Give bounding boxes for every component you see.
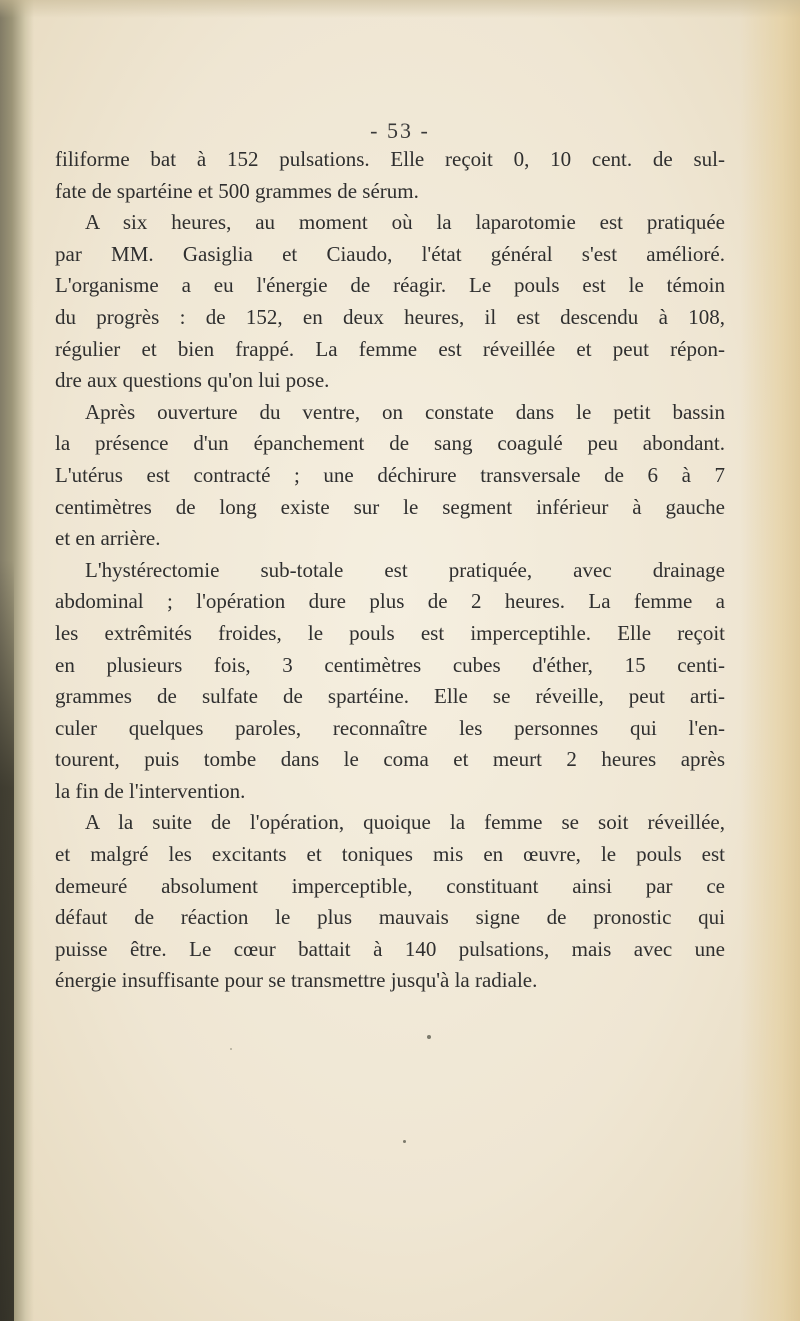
text-line: et malgré les excitants et toniques mis en œuvre, le pouls est: [55, 842, 725, 867]
text-line: du progrès : de 152, en deux heures, il est descendu à 108,: [55, 304, 725, 329]
text-line: la présence d'un épanchement de sang coagulé peu abondant.: [55, 431, 725, 456]
text-line: filiforme bat à 152 pulsations. Elle reçoit 0, 10 cent. de sul-: [55, 147, 725, 171]
text-line: centimètres de long existe sur le segment inférieur à gauche: [55, 494, 725, 519]
page-top-shadow: [0, 0, 800, 18]
text-line: la fin de l'intervention.: [55, 778, 246, 803]
text-line: régulier et bien frappé. La femme est réveillée et peut répon-: [55, 336, 725, 361]
text-line: tourent, puis tombe dans le coma et meurt 2 heures après: [55, 747, 725, 772]
text-line: et en arrière.: [55, 526, 161, 551]
text-line: L'utérus est contracté ; une déchirure transversale de 6 à 7: [55, 462, 725, 487]
ink-speck: [403, 1140, 406, 1143]
body-text: [55, 144, 725, 997]
text-line: puisse être. Le cœur battait à 140 pulsations, mais avec une: [55, 936, 725, 961]
text-line: fate de spartéine et 500 grammes de sérum.: [55, 178, 419, 203]
page-edge-stain: [740, 0, 800, 1321]
text-line: A la suite de l'opération, quoique la femme se soit réveillée,: [85, 810, 725, 835]
text-line: L'organisme a eu l'énergie de réagir. Le pouls est le témoin: [55, 273, 725, 298]
text-line: A six heures, au moment où la laparotomie est pratiquée: [85, 210, 725, 235]
text-line: Après ouverture du ventre, on constate dans le petit bassin: [85, 399, 725, 424]
text-line: L'hystérectomie sub-totale est pratiquée, avec drainage: [85, 557, 725, 582]
page-edge-dark: [0, 560, 14, 1321]
text-line: en plusieurs fois, 3 centimètres cubes d'éther, 15 centi-: [55, 652, 725, 677]
text-line: les extrêmités froides, le pouls est imperceptihle. Elle reçoit: [55, 620, 725, 645]
text-line: énergie insuffisante pour se transmettre jusqu'à la radiale.: [55, 968, 538, 993]
text-line: culer quelques paroles, reconnaître les personnes qui l'en-: [55, 715, 725, 740]
text-line: défaut de réaction le plus mauvais signe de pronostic qui: [55, 905, 725, 930]
text-line: grammes de sulfate de spartéine. Elle se réveille, peut arti-: [55, 684, 725, 709]
ink-speck: [230, 1048, 232, 1050]
text-line: demeuré absolument imperceptible, constituant ainsi par ce: [55, 873, 725, 898]
text-line: abdominal ; l'opération dure plus de 2 heures. La femme a: [55, 589, 725, 614]
text-line: par MM. Gasiglia et Ciaudo, l'état général s'est amélioré.: [55, 241, 725, 266]
page-number: - 53 -: [370, 118, 430, 143]
text-line: dre aux questions qu'on lui pose.: [55, 368, 330, 393]
ink-speck: [427, 1035, 431, 1039]
